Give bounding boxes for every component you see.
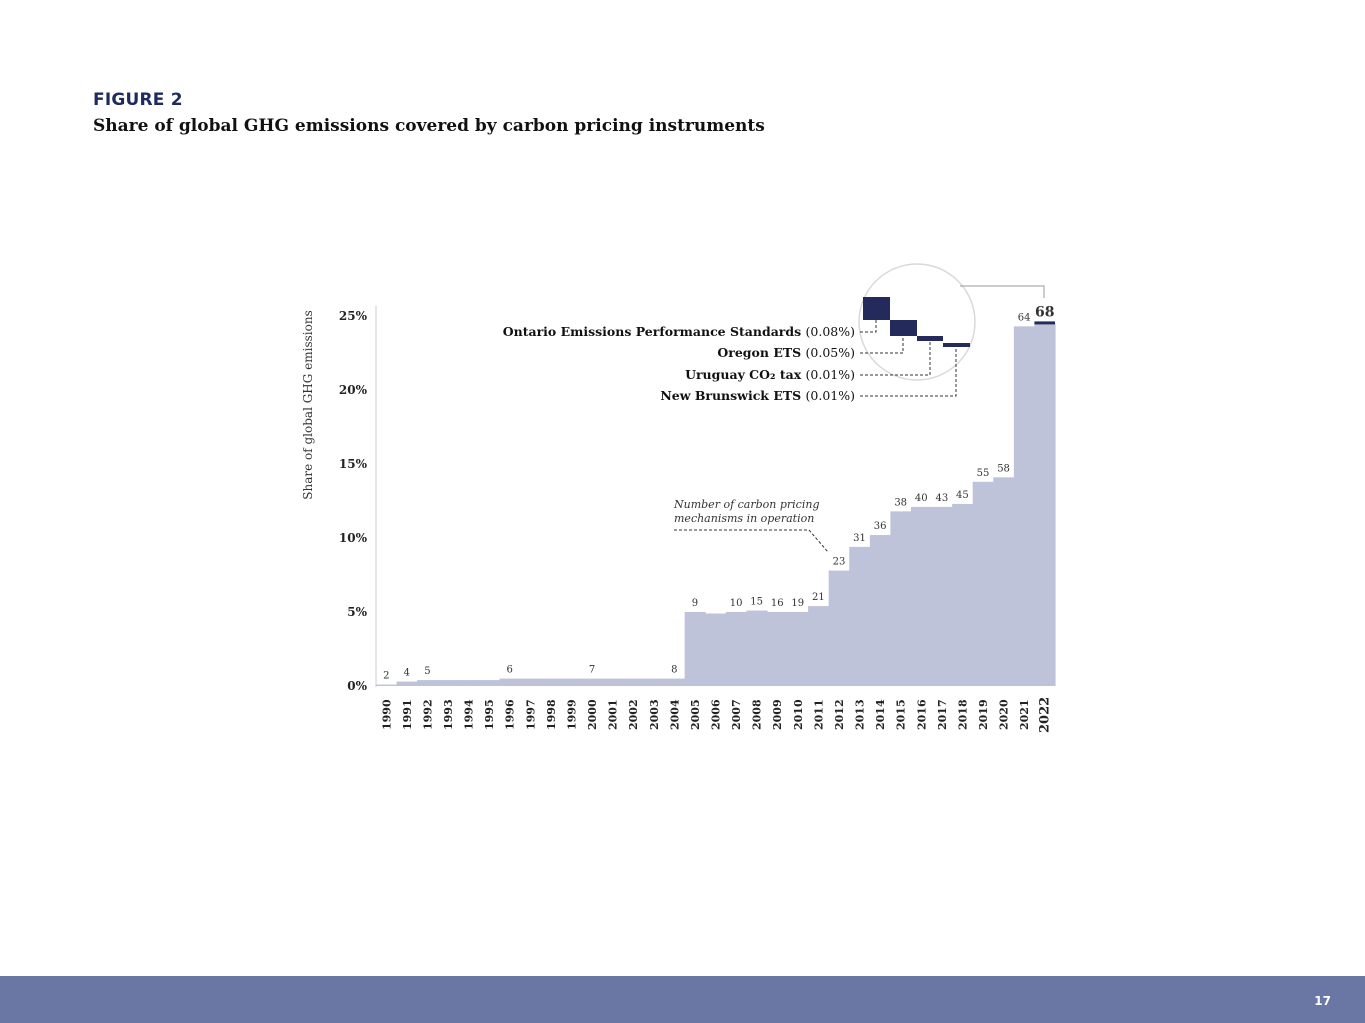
x-tick-label: 1991 (400, 699, 414, 730)
bar-2004 (664, 679, 685, 686)
x-tick-label: 2015 (894, 699, 908, 730)
y-tick-label: 25% (338, 309, 367, 323)
x-tick-label: 2017 (935, 699, 949, 730)
bar-1994 (458, 680, 479, 686)
count-annotation-line2: mechanisms in operation (674, 512, 815, 525)
x-tick-label: 2011 (812, 699, 826, 730)
bar-1999 (561, 679, 582, 686)
count-label: 6 (506, 664, 513, 676)
x-tick-label: 2016 (915, 699, 929, 730)
bar-2011 (808, 606, 829, 686)
bar-2009 (767, 612, 788, 686)
y-axis-title: Share of global GHG emissions (301, 310, 315, 500)
footer-bar (0, 976, 1365, 1023)
count-label: 45 (956, 489, 969, 501)
count-annotation-leader (674, 530, 828, 552)
x-tick-label: 2006 (709, 699, 723, 730)
highlight-2022-segment (1034, 321, 1055, 324)
instrument-name: Ontario Emissions Performance Standards (502, 324, 806, 339)
count-label: 64 (1017, 312, 1031, 324)
x-tick-label: 2001 (606, 699, 620, 730)
x-tick-label: 2009 (771, 699, 785, 730)
bar-1996 (499, 679, 520, 686)
bar-2021 (1014, 326, 1035, 686)
page-number: 17 (1314, 994, 1331, 1008)
count-label: 5 (424, 666, 431, 678)
x-tick-label: 2012 (832, 699, 846, 730)
instrument-share: (0.08%) (805, 324, 855, 339)
instrument-share: (0.05%) (805, 345, 855, 360)
x-tick-label: 1990 (380, 699, 394, 730)
bar-2003 (643, 679, 664, 686)
figure-label: FIGURE 2 (93, 90, 183, 110)
count-label: 7 (588, 664, 596, 676)
x-tick-label: 2022 (1037, 696, 1053, 733)
bar-1995 (479, 680, 500, 686)
x-tick-label: 2018 (956, 699, 970, 730)
x-tick-label: 1993 (442, 699, 456, 730)
count-label: 10 (729, 598, 743, 609)
x-tick-label: 2005 (688, 699, 702, 730)
instrument-share: (0.01%) (805, 388, 855, 403)
y-tick-label: 10% (338, 531, 367, 545)
bar-1997 (520, 679, 541, 686)
count-label: 8 (671, 664, 678, 676)
count-label: 21 (812, 592, 825, 604)
y-tick-label: 20% (338, 383, 367, 397)
x-tick-label: 2002 (627, 699, 641, 730)
bar-2018 (952, 504, 973, 686)
bar-2020 (993, 477, 1014, 686)
x-tick-label: 1998 (544, 699, 558, 730)
instrument-name: New Brunswick ETS (660, 388, 806, 403)
bar-2013 (849, 547, 870, 686)
x-tick-label: 2000 (586, 699, 600, 730)
instrument-label (503, 324, 855, 339)
x-tick-label: 1994 (462, 699, 476, 730)
bar-2015 (890, 511, 911, 686)
figure-title: Share of global GHG emissions covered by carbon pricing instruments (93, 116, 765, 136)
count-label: 4 (403, 667, 411, 679)
count-label: 36 (873, 521, 887, 533)
x-tick-label: 1999 (565, 699, 579, 730)
magnified-step-1 (863, 297, 890, 320)
y-tick-label: 0% (347, 679, 367, 693)
x-tick-label: 2014 (874, 699, 888, 730)
count-label: 38 (894, 497, 908, 509)
bar-2014 (870, 535, 891, 686)
x-tick-label: 2019 (976, 699, 990, 730)
instrument-name: Uruguay CO₂ tax (685, 367, 806, 382)
x-tick-label: 1992 (421, 699, 435, 730)
count-label: 19 (791, 598, 805, 609)
y-tick-label: 5% (347, 605, 367, 619)
bar-1998 (541, 679, 562, 686)
bar-1993 (438, 680, 459, 686)
bar-1992 (417, 680, 438, 686)
count-label: 43 (935, 492, 949, 504)
count-label: 2 (383, 670, 390, 682)
magnified-step-2 (890, 320, 917, 336)
bar-2007 (726, 612, 747, 686)
bar-2010 (788, 612, 809, 686)
count-label: 40 (914, 492, 928, 504)
x-tick-label: 2013 (853, 699, 867, 730)
count-label: 16 (770, 598, 784, 609)
bar-2005 (685, 612, 706, 686)
magnified-step-4 (943, 343, 970, 347)
bar-2016 (911, 507, 932, 686)
count-label: 9 (691, 598, 699, 609)
bar-2017 (932, 507, 953, 686)
x-tick-label: 2004 (668, 699, 682, 730)
bar-2008 (746, 611, 767, 686)
x-tick-label: 2008 (750, 699, 764, 730)
x-tick-label: 2021 (1018, 699, 1032, 730)
bar-2000 (582, 679, 603, 686)
x-tick-label: 1997 (524, 699, 538, 730)
instrument-label (685, 367, 855, 382)
instrument-label (717, 345, 855, 360)
count-annotation-line1: Number of carbon pricing (674, 498, 820, 511)
count-label: 15 (750, 596, 764, 608)
instrument-share: (0.01%) (805, 367, 855, 382)
x-tick-label: 2003 (647, 699, 661, 730)
count-label: 58 (997, 463, 1010, 475)
bar-2002 (623, 679, 644, 686)
bar-2012 (829, 571, 850, 686)
instrument-name: Oregon ETS (717, 345, 806, 360)
x-tick-label: 1995 (483, 699, 497, 730)
y-tick-label: 15% (338, 457, 367, 471)
x-tick-label: 2007 (730, 699, 744, 730)
bar-2001 (602, 679, 623, 686)
bar-2006 (705, 613, 726, 686)
magnifier-connector (960, 286, 1044, 298)
bar-2019 (973, 482, 994, 686)
instrument-label (660, 388, 855, 403)
magnified-step-3 (917, 336, 943, 341)
x-tick-label: 2020 (997, 699, 1011, 730)
count-label: 68 (1034, 304, 1055, 321)
count-label: 23 (832, 556, 846, 568)
count-label: 31 (853, 532, 866, 544)
x-tick-label: 1996 (503, 699, 517, 730)
count-label: 55 (976, 467, 990, 479)
x-tick-label: 2010 (791, 699, 805, 730)
bar-1991 (397, 682, 418, 686)
bar-2022 (1034, 323, 1055, 686)
bar-1990 (376, 685, 397, 686)
